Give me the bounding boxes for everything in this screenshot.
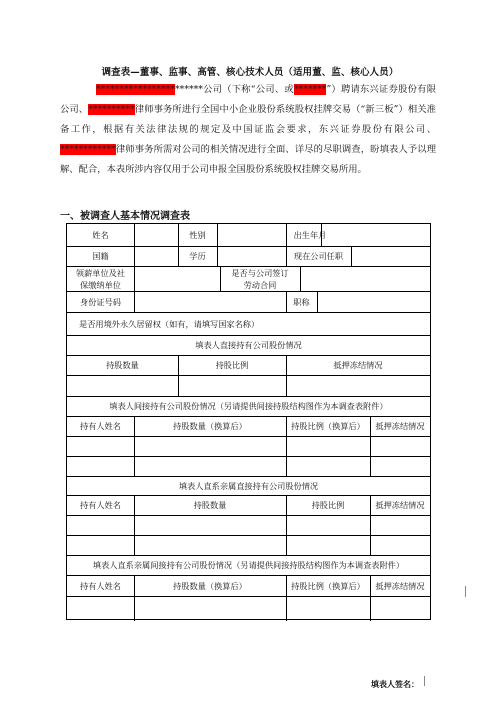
- relative-direct-header-holder: 持有人姓名: [80, 500, 121, 510]
- id-number-label: 身份证号码: [80, 296, 121, 307]
- residency-question: 是否用境外永久居留权（如有，请填写国家名称）: [79, 318, 260, 329]
- redacted-short-name: *******: [293, 84, 327, 95]
- relative-direct-header-pledge: 抵押冻结情况: [375, 500, 425, 510]
- professional-title-label: 职称: [293, 296, 310, 307]
- direct-header-ratio: 持股比例: [215, 360, 249, 370]
- indirect-header-pledge: 抵押冻结情况: [375, 421, 425, 431]
- redacted-company-name: *****************: [96, 84, 176, 95]
- redacted-law-firm: **********: [88, 104, 135, 115]
- position-label: 现在公司任职: [293, 251, 344, 261]
- gender-label: 性别: [189, 230, 206, 240]
- relative-indirect-header-holder: 持有人姓名: [80, 580, 121, 591]
- section-title: 一、被调查人基本情况调查表: [60, 211, 190, 222]
- indirect-header-ratio: 持股比例（换算后）: [291, 421, 365, 431]
- relative-direct-title: 填表人直系亲属直接持有公司股份情况: [178, 480, 319, 491]
- birth-label: 出生年月: [293, 230, 327, 240]
- salary-unit-label: 领薪单位及社 保缴纳单位: [75, 267, 126, 290]
- indirect-holding-title: 填表人间接持有公司股份情况（另请提供间接持股结构图作为本调查表附件）: [109, 401, 388, 411]
- direct-holding-title: 填表人直接持有公司股份情况: [195, 340, 302, 350]
- contract-label: 是否与公司签订 劳动合同: [231, 267, 289, 290]
- relative-indirect-title: 填表人直系亲属间接持有公司股份情况（另请提供间接持股结构图作为本调查表附件）: [92, 560, 405, 570]
- direct-header-quantity: 持股数量: [106, 360, 139, 370]
- document-title: 调查表—董事、监事、高管、核心技术人员（适用董、监、核心人员）: [101, 67, 399, 78]
- survey-form-table: [66, 223, 431, 620]
- signature-label: 填表人签名：: [371, 680, 419, 689]
- relative-direct-header-quantity: 持股数量: [193, 500, 227, 510]
- signature-line-mark: [424, 676, 425, 686]
- name-label: 姓名: [92, 230, 109, 240]
- indirect-header-quantity: 持股数量（换算后）: [173, 421, 247, 431]
- relative-indirect-header-ratio: 持股比例（换算后）: [291, 580, 365, 591]
- nationality-label: 国籍: [92, 251, 109, 261]
- intro-paragraph: ***********************公司（下称“公司、或*******”）聘请东兴证券股份有限公司、**********律师事务所进行全国中小企业股份系统股权挂牌交易（“新三板”）相关准备工作，根据有关法律法规的规定及中国证监会要求，东兴证券股份有限公司、************律师事务所需对公司的相关情况进行全面、详尽的尽职调查，盼填表人予以理解、配合，本表所涉内容仅用于公司申报全国股份系统股权挂牌交易所用。: [60, 84, 436, 175]
- redacted-law-firm-2: ************: [60, 144, 116, 155]
- direct-header-pledge: 抵押冻结情况: [333, 360, 383, 370]
- relative-indirect-header-pledge: 抵押冻结情况: [375, 580, 425, 591]
- relative-indirect-header-quantity: 持股数量（换算后）: [173, 580, 247, 591]
- education-label: 学历: [189, 251, 206, 261]
- relative-direct-header-ratio: 持股比例: [311, 500, 345, 510]
- indirect-header-holder: 持有人姓名: [80, 421, 121, 431]
- margin-mark: [465, 586, 466, 597]
